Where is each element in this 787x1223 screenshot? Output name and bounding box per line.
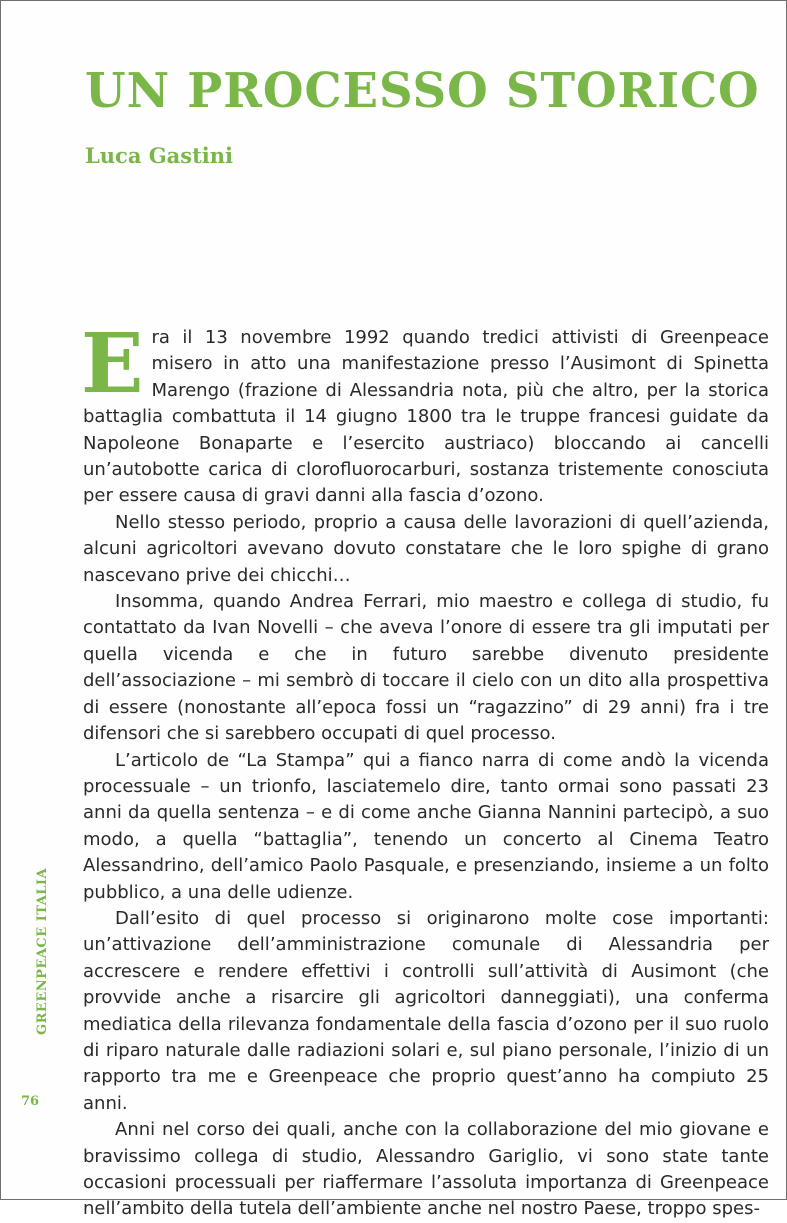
paragraph-2: Nello stesso periodo, proprio a causa delle lavorazioni di quell’azienda, alcuni agricoltori avevano dovuto constatare che le loro spighe di grano nascevano prive dei chicchi… (83, 511, 769, 586)
paragraph-4: L’articolo de “La Stampa” qui a fianco narra di come andò la vicenda processuale – un trionfo, lasciatemelo dire, tanto ormai sono passati 23 anni da quella sentenza – e di come anche Gianna Nannini partecipò, a suo modo, a quella “battaglia”, tenendo un concerto al Cinema Teatro Alessandrino, dell’amico Paolo Pasquale, e presenziando, insieme a un folto pubblico, a una delle udienze. (83, 749, 769, 903)
author-name: Luca Gastini (85, 143, 234, 168)
paragraph-1 (81, 316, 769, 510)
paragraph-3: Insomma, quando Andrea Ferrari, mio maestro e collega di studio, fu contattato da Ivan Novelli – che aveva l’onore di essere tra gli imputati per quella vicenda e che in futuro sarebbe divenuto presidente dell’associazione – mi sembrò di toccare il cielo con un dito alla prospettiva di essere (nonostante all’epoca fossi un “ragazzino” di 29 anni) fra i tre difensori che si sarebbero occupati di quel processo. (83, 591, 769, 745)
paragraph-6: Anni nel corso dei quali, anche con la collaborazione del mio giovane e bravissimo collega di studio, Alessandro Gariglio, vi sono state tante occasioni processuali per riaffermare l’assoluta importanza di Greenpeace nell’ambito della tutela dell’ambiente anche nel nostro Paese, troppo spes- (83, 1119, 769, 1220)
section-side-label: GREENPEACE ITALIA (35, 867, 50, 1035)
drop-cap: E (81, 316, 144, 412)
paragraph-5: Dall’esito di quel processo si originarono molte cose importanti: un’attivazione dell’amministrazione comunale di Alessandria per accrescere e rendere effettivi i controlli sull’attività di Ausimont (che provvide anche a risarcire gli agricoltori danneggiati), una conferma mediatica della rilevanza fondamentale della fascia d’ozono per il suo ruolo di riparo naturale dalle radiazioni solari e, sul piano personale, l’inizio di un rapporto tra me e Greenpeace che proprio quest’anno ha compiuto 25 anni. (83, 907, 769, 1114)
article-title: UN PROCESSO STORICO (85, 63, 760, 119)
page-number: 76 (21, 1094, 40, 1109)
article-body (81, 316, 769, 1223)
paragraph-1-text: ra il 13 novembre 1992 quando tredici attivisti di Greenpeace misero in atto una manifestazione presso l’Ausimont di Spinetta Marengo (frazione di Alessandria nota, più che altro, per la storica battaglia combattuta il 14 giugno 1800 tra le truppe francesi guidate da Napoleone Bonaparte e l’esercito austriaco) bloccando ai cancelli un’autobotte carica di clorofluorocarburi, sostanza tristemente conosciuta per essere causa di gravi danni alla fascia d’ozono. (83, 327, 769, 507)
